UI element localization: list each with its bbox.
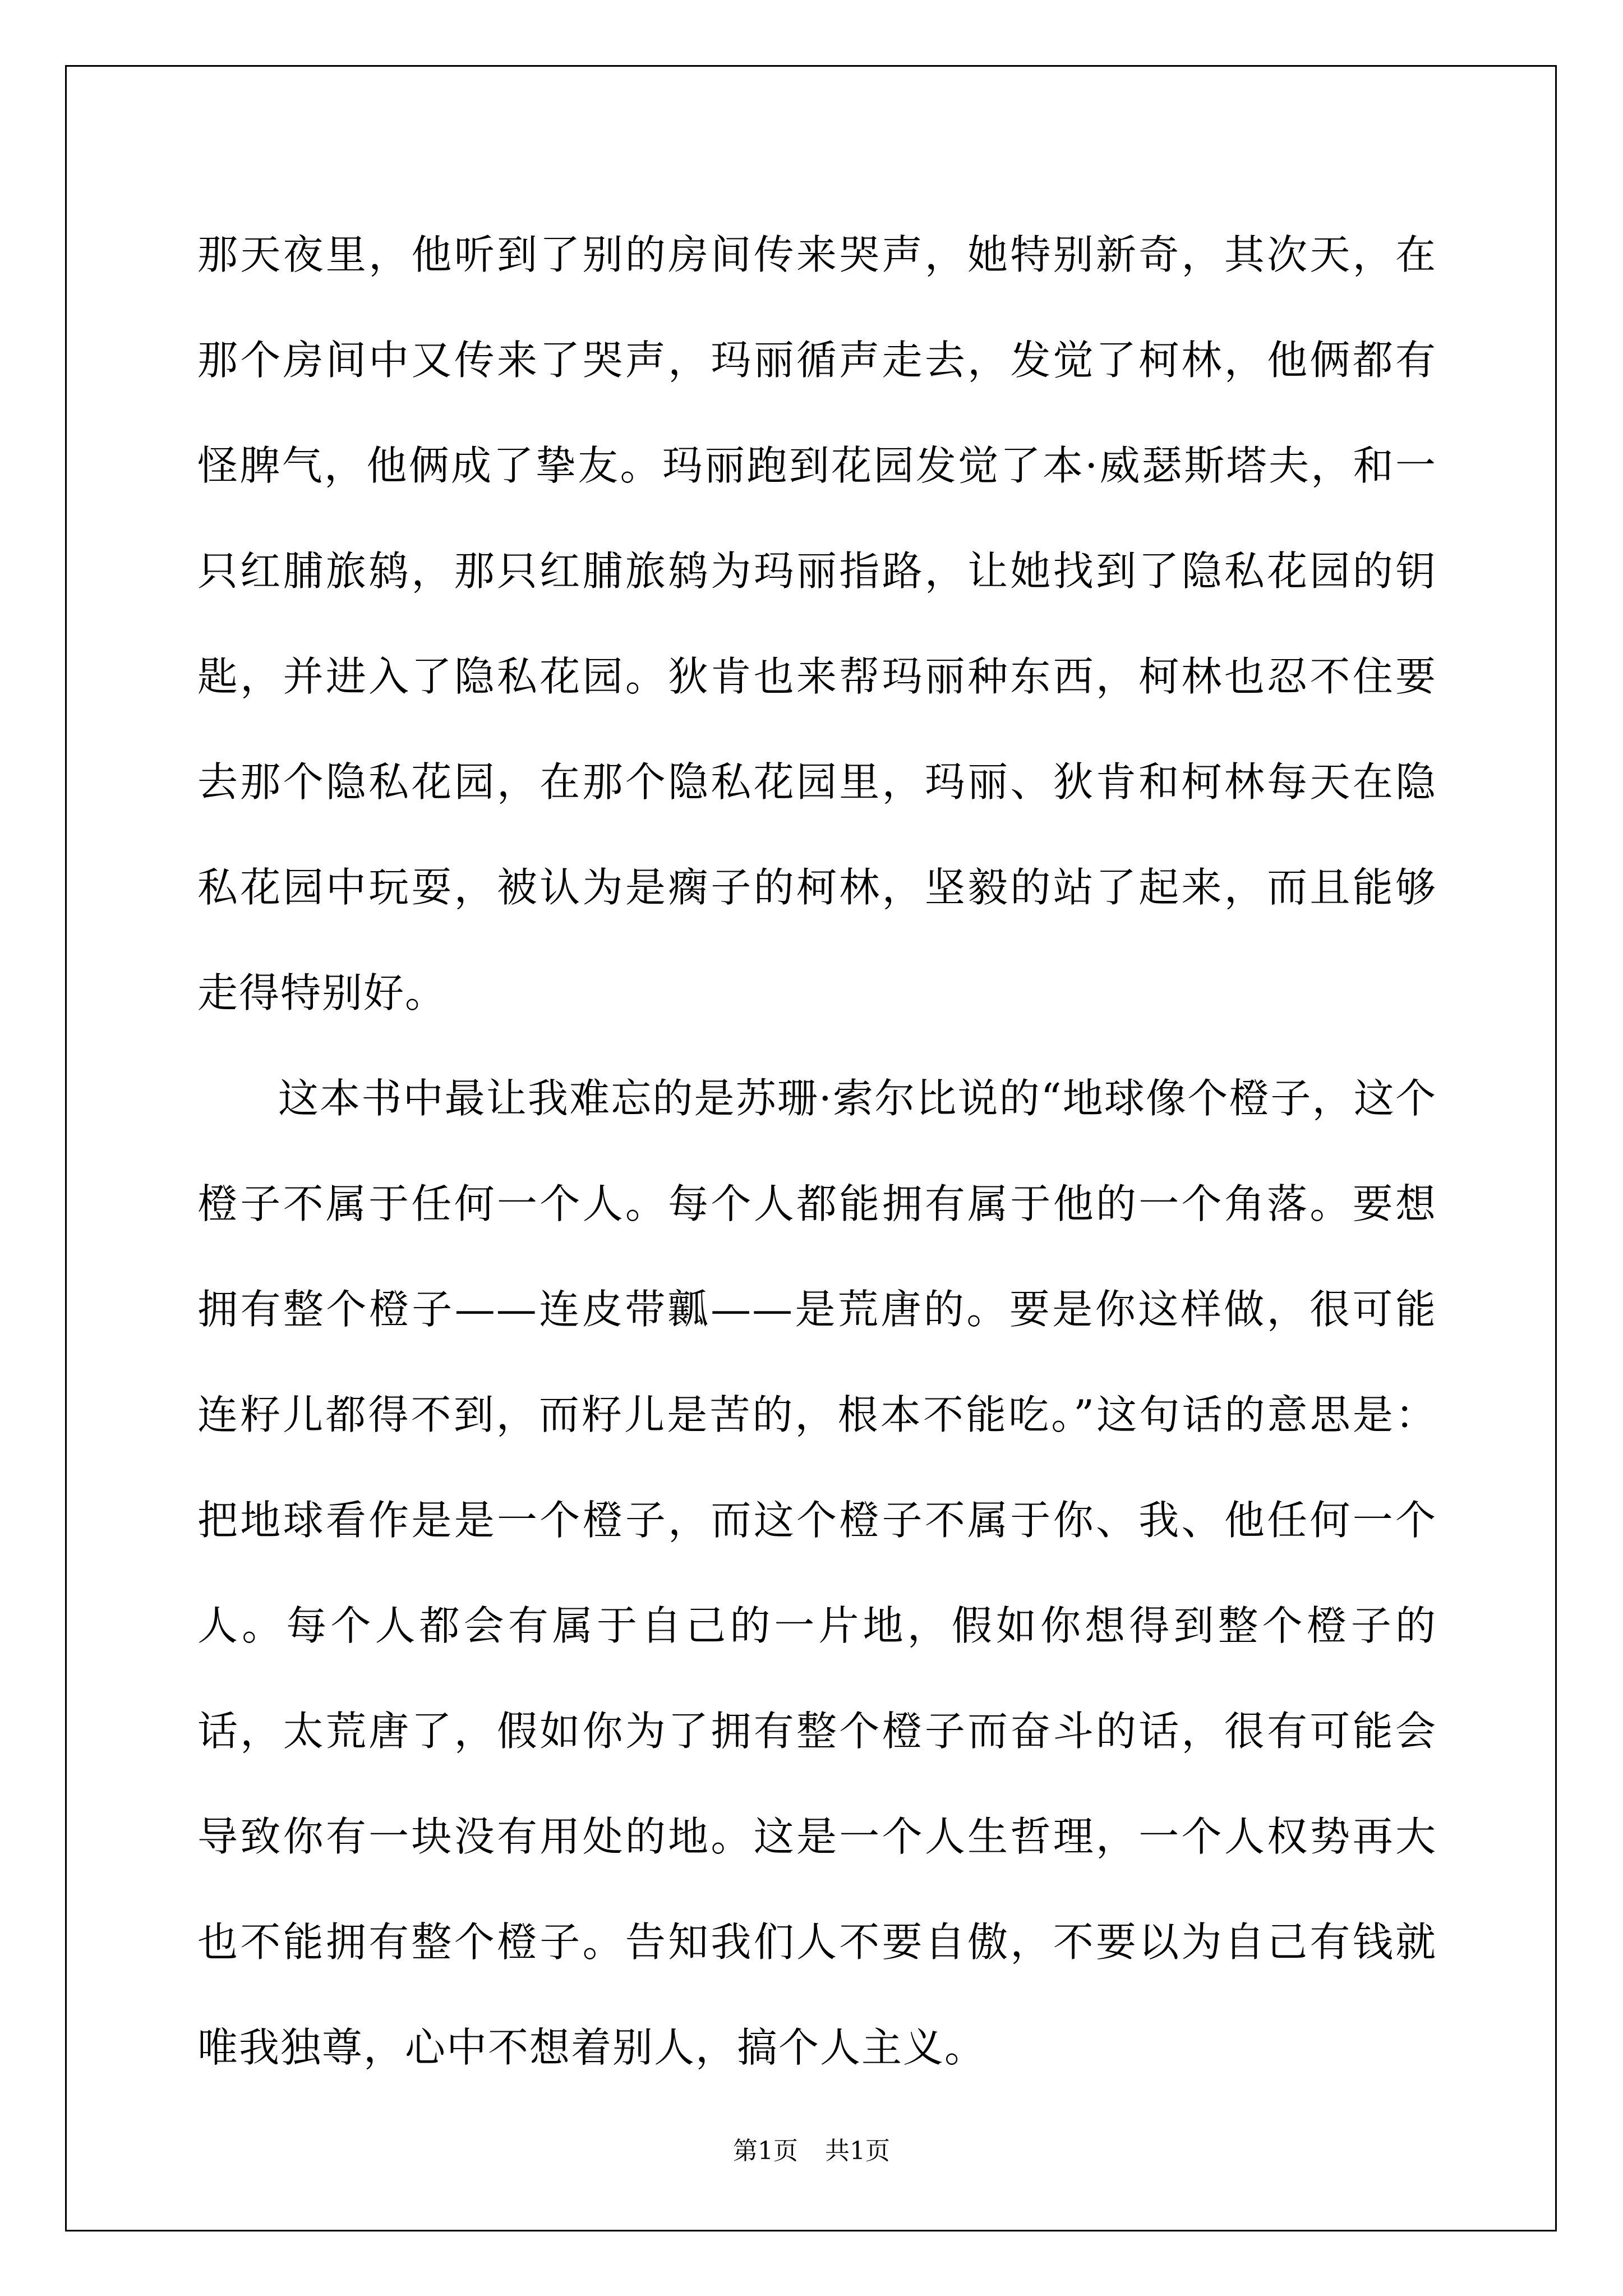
total-pages: 共1页: [825, 2137, 890, 2165]
document-body: [197, 202, 1437, 2100]
page-number: 第1页: [733, 2137, 798, 2165]
paragraph-2: 这本书中最让我难忘的是苏珊·索尔比说的“地球像个橙子，这个橙子不属于任何一个人。每个人都能拥有属于他的一个角落。要想拥有整个橙子——连皮带瓤——是荒唐的。要是你这样做，很可能连籽儿都得不到，而籽儿是苦的，根本不能吃。”这句话的意思是：把地球看作是是一个橙子，而这个橙子不属于你、我、他任何一个人。每个人都会有属于自己的一片地，假如你想得到整个橙子的话，太荒唐了，假如你为了拥有整个橙子而奋斗的话，很有可能会导致你有一块没有用处的地。这是一个人生哲理，一个人权势再大也不能拥有整个橙子。告知我们人不要自傲，不要以为自己有钱就唯我独尊，心中不想着别人，搞个人主义。: [197, 1075, 1437, 2071]
paragraph-1: 那天夜里，他听到了别的房间传来哭声，她特别新奇，其次天，在那个房间中又传来了哭声，玛丽循声走去，发觉了柯林，他俩都有怪脾气，他俩成了挚友。玛丽跑到花园发觉了本·威瑟斯塔夫，和一只红脯旅鸫，那只红脯旅鸫为玛丽指路，让她找到了隐私花园的钥匙，并进入了隐私花园。狄肯也来帮玛丽种东西，柯林也忍不住要去那个隐私花园，在那个隐私花园里，玛丽、狄肯和柯林每天在隐私花园中玩耍，被认为是瘸子的柯林，坚毅的站了起来，而且能够走得特别好。: [197, 231, 1437, 1016]
page-footer: [0, 2131, 1623, 2166]
